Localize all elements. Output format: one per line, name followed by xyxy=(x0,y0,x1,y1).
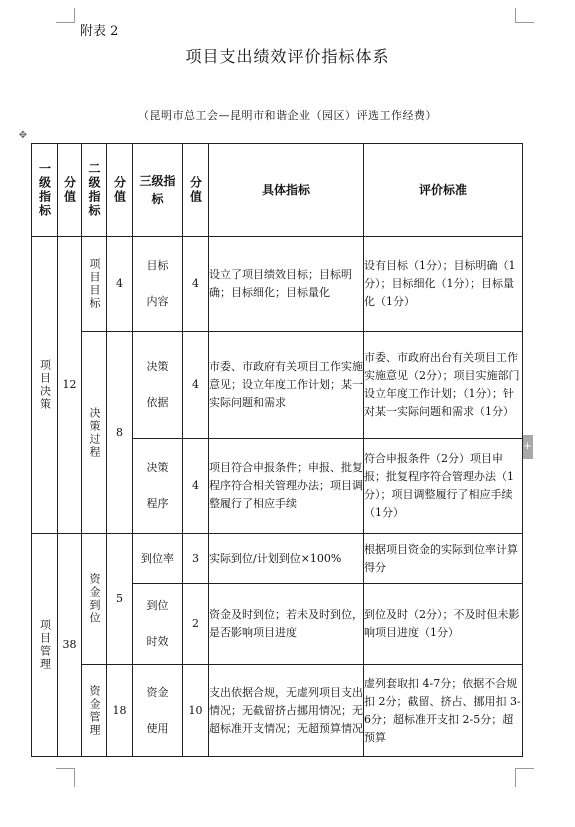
score1-cell: 38 xyxy=(58,534,82,757)
crop-mark-bottom-left xyxy=(56,768,75,787)
header-score1 xyxy=(58,144,82,237)
level1-cell xyxy=(32,534,58,757)
level2-text: 资金管理 xyxy=(88,684,101,737)
crop-mark-bottom-right xyxy=(515,768,534,787)
level3-cell: 决策 程序 xyxy=(133,439,183,534)
level2-cell xyxy=(82,665,107,757)
header-score3 xyxy=(183,144,209,237)
header-row xyxy=(32,144,523,237)
header-criteria: 评价标准 xyxy=(364,144,523,237)
criteria-cell: 市委、市政府出台有关项目工作实施意见（2分）；项目实施部门设立年度工作计划；（1分）；针对某一实际问题和需求（1分） xyxy=(364,332,523,439)
crop-mark-top-left xyxy=(56,8,75,23)
level3-cell: 到位率 xyxy=(133,534,183,584)
specific-cell: 资金及时到位；若未及时到位，是否影响项目进度 xyxy=(209,584,364,665)
table-row xyxy=(32,665,523,757)
level1-cell xyxy=(32,237,58,534)
specific-cell: 实际到位/计划到位×100% xyxy=(209,534,364,584)
specific-cell: 设立了项目绩效目标；目标明确；目标细化；目标量化 xyxy=(209,237,364,332)
score2-cell: 4 xyxy=(107,237,133,332)
header-level2 xyxy=(82,144,107,237)
document-title: 项目支出绩效评价指标体系 xyxy=(185,47,390,66)
criteria-cell: 到位及时（2分）；不及时但未影响项目进度（1分） xyxy=(364,584,523,665)
level2-cell xyxy=(82,237,107,332)
specific-cell: 支出依据合规，无虚列项目支出情况；无截留挤占挪用情况；无超标准开支情况；无超预算情况 xyxy=(209,665,364,757)
score3-cell: 2 xyxy=(183,584,209,665)
header-score1-text: 分值 xyxy=(62,176,77,204)
score2-cell: 8 xyxy=(107,332,133,534)
score1-cell: 12 xyxy=(58,237,82,534)
indicator-table xyxy=(31,143,523,757)
header-specific: 具体指标 xyxy=(209,144,364,237)
score3-cell: 10 xyxy=(183,665,209,757)
table-row xyxy=(32,332,523,439)
score2-cell: 18 xyxy=(107,665,133,757)
level2-text: 决策过程 xyxy=(88,406,101,459)
score3-cell: 3 xyxy=(183,534,209,584)
level1-text: 项目管理 xyxy=(38,619,52,671)
criteria-cell: 虚列套取扣 4-7分；依据不合规扣 2分；截留、挤占、挪用扣 3-6分；超标准开支扣 2-5分；超预算 xyxy=(364,665,523,757)
level2-text: 项目目标 xyxy=(88,258,101,310)
level3-cell: 目标 内容 xyxy=(133,237,183,332)
header-score2-text: 分值 xyxy=(112,176,127,204)
document-subtitle: （昆明市总工会—昆明市和谐企业（园区）评选工作经费） xyxy=(138,109,437,122)
crop-mark-top-right xyxy=(515,8,534,23)
specific-cell: 市委、市政府有关项目工作实施意见；设立年度工作计划；某一实际问题和需求 xyxy=(209,332,364,439)
level3-cell: 到位 时效 xyxy=(133,584,183,665)
criteria-cell: 符合申报条件（2分）项目申报；批复程序符合管理办法（1分）；项目调整履行了相应手续（1分） xyxy=(364,439,523,534)
header-level1 xyxy=(32,144,58,237)
level2-cell xyxy=(82,332,107,534)
plus-icon: + xyxy=(523,441,532,452)
level2-text: 资金到位 xyxy=(88,573,101,625)
table-row xyxy=(32,534,523,584)
criteria-cell: 设有目标（1分）；目标明确（1分）；目标细化（1分）；目标量化（1分） xyxy=(364,237,523,332)
criteria-cell: 根据项目资金的实际到位率计算得分 xyxy=(364,534,523,584)
specific-cell: 项目符合申报条件；申报、批复程序符合相关管理办法；项目调整履行了相应手续 xyxy=(209,439,364,534)
header-level1-text: 一级指标 xyxy=(37,162,52,218)
table-move-handle-icon[interactable]: ✥ xyxy=(18,130,28,141)
score2-cell: 5 xyxy=(107,534,133,665)
level1-text: 项目决策 xyxy=(38,359,52,411)
table-row xyxy=(32,237,523,332)
level3-cell: 决策 依据 xyxy=(133,332,183,439)
score3-cell: 4 xyxy=(183,332,209,439)
level2-cell xyxy=(82,534,107,665)
score3-cell: 4 xyxy=(183,237,209,332)
header-score2 xyxy=(107,144,133,237)
attachment-label: 附表 2 xyxy=(80,24,119,39)
score3-cell: 4 xyxy=(183,439,209,534)
side-panel-toggle[interactable] xyxy=(522,435,533,459)
header-score3-text: 分值 xyxy=(188,176,203,204)
level3-cell: 资金 使用 xyxy=(133,665,183,757)
header-level3: 三级指 标 xyxy=(133,144,183,237)
header-level2-text: 二级指标 xyxy=(87,162,101,218)
